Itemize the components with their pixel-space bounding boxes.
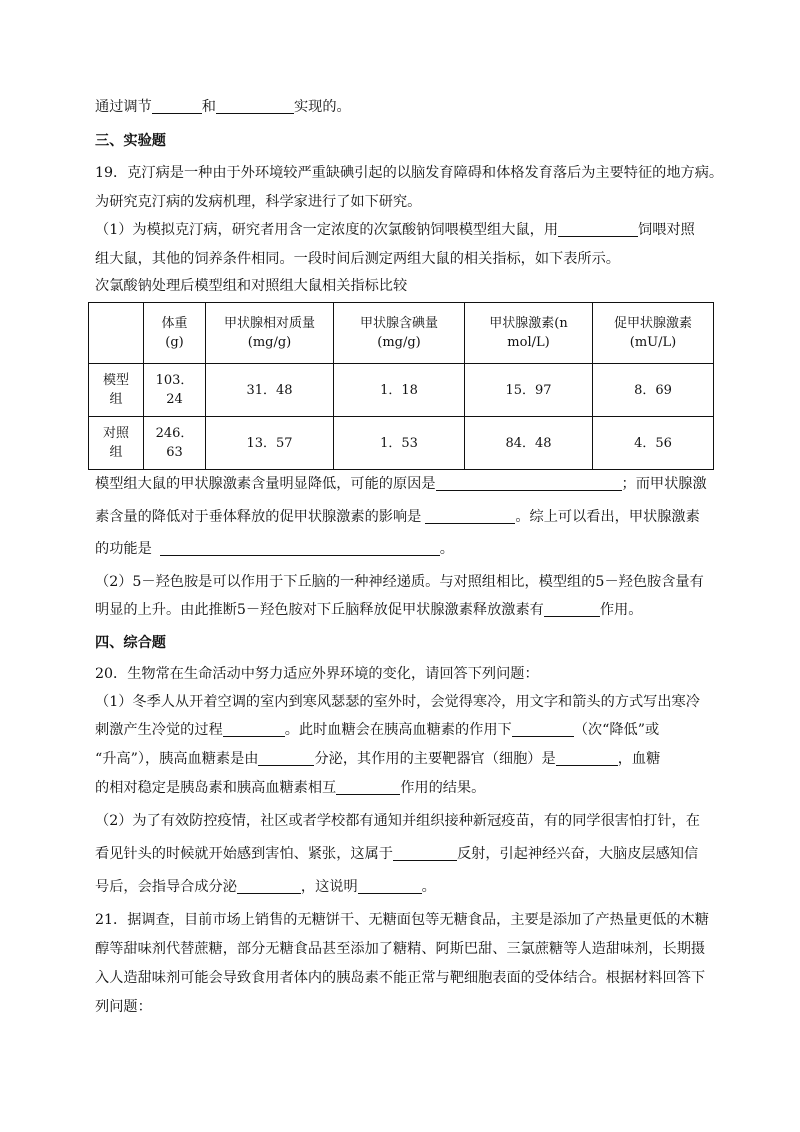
q20-blank-reflex-type[interactable] xyxy=(393,844,457,861)
table-header-cell: 甲状腺含碘量 (mg/g) xyxy=(334,303,465,364)
q19-part2-line-1: （2）5－羟色胺是可以作用于下丘脑的一种神经递质。与对照组相比，模型组的5－羟色胺含量有 xyxy=(95,574,704,590)
table-cell: 246． 63 xyxy=(144,417,206,470)
q20-part2-line-2 xyxy=(95,844,705,864)
q19-part2-text-a: 明显的上升。由此推断5－羟色胺对下丘脑释放促甲状腺激素释放激素有 xyxy=(95,602,544,618)
q19-part1-text-b: 饲喂对照 xyxy=(638,222,695,238)
table-header-cell: 甲状腺激素(n mol/L) xyxy=(465,303,593,364)
table-cell: 4．56 xyxy=(593,417,714,470)
q19-blank-reason[interactable] xyxy=(436,474,622,491)
q18-text-suffix: 实现的。 xyxy=(293,99,351,115)
table-row xyxy=(89,417,714,470)
q20-text-c: （次“降低”或 xyxy=(573,722,660,738)
q20-blank-cold-process[interactable] xyxy=(223,720,285,737)
q20-blank-explanation[interactable] xyxy=(358,877,422,894)
q20-text-h: 作用的结果。 xyxy=(400,780,486,796)
table-row xyxy=(89,364,714,417)
q21-line-3: 入人造甜味剂可能会导致食用者体内的胰岛素不能正常与靶细胞表面的受体结合。根据材料回答下 xyxy=(95,970,706,986)
section-4-title: 四、综合题 xyxy=(95,635,166,651)
q19-after-text-d: 。综上可以看出，甲状腺激素 xyxy=(515,509,700,525)
q19-blank-action[interactable] xyxy=(544,600,600,617)
table-header-cell: 促甲状腺激素 (mU/L) xyxy=(593,303,714,364)
q20-intro: 20．生物常在生命活动中努力适应外界环境的变化，请回答下列问题： xyxy=(95,666,539,682)
q19-part1-line-2: 组大鼠，其他的饲养条件相同。一段时间后测定两组大鼠的相关指标，如下表所示。 xyxy=(95,251,620,267)
q20-blank-glucose-change[interactable] xyxy=(512,720,574,737)
q19-blank-effect[interactable] xyxy=(425,507,515,524)
q20-part2-line-1: （2）为了有效防控疫情，社区或者学校都有通知并组织接种新冠疫苗，有的同学很害怕打针，在 xyxy=(95,813,700,829)
q20-text-a: 刺激产生冷觉的过程 xyxy=(95,722,223,738)
table-cell: 模型 组 xyxy=(89,364,144,417)
table-header-cell xyxy=(89,303,144,364)
table-caption: 次氯酸钠处理后模型组和对照组大鼠相关指标比较 xyxy=(95,278,408,294)
q20-blank-interaction[interactable] xyxy=(336,778,400,795)
q19-intro-line-1: 19．克汀病是一种由于外环境较严重缺碘引起的以脑发育障碍和体格发育落后为主要特征的地方病。 xyxy=(95,165,724,181)
table-header-row xyxy=(89,303,714,364)
q20-text-m: 。 xyxy=(421,879,436,895)
q20-part1-line-4 xyxy=(95,778,705,798)
q19-blank-function[interactable] xyxy=(160,539,440,556)
q18-text-mid: 和 xyxy=(201,99,216,115)
q20-text-l: ，这说明 xyxy=(300,879,358,895)
q20-text-e: 分泌，其作用的主要靶器官（细胞）是 xyxy=(314,751,556,767)
q19-after-text-f: 。 xyxy=(439,541,454,557)
q20-blank-secreting-cell[interactable] xyxy=(258,749,314,766)
table-cell: 84．48 xyxy=(465,417,593,470)
q20-text-b: 。此时血糖会在胰高血糖素的作用下 xyxy=(284,722,512,738)
q19-part1-line-1 xyxy=(95,220,705,240)
q20-text-f: ，血糖 xyxy=(617,751,661,767)
table-cell: 1．18 xyxy=(334,364,465,417)
q19-part2-line-2 xyxy=(95,600,705,620)
q19-after-line-3 xyxy=(95,539,705,559)
section-3-title: 三、实验题 xyxy=(95,133,166,149)
q18-text-prefix: 通过调节 xyxy=(95,99,152,115)
q20-part1-line-2 xyxy=(95,720,705,740)
q20-part2-line-3 xyxy=(95,877,705,897)
q20-blank-target-organ[interactable] xyxy=(556,749,618,766)
q18-blank-2[interactable] xyxy=(216,97,294,114)
q21-line-1: 21．据调查，目前市场上销售的无糖饼干、无糖面包等无糖食品，主要是添加了产热量更低的木糖 xyxy=(95,912,709,928)
q20-part1-line-3 xyxy=(95,749,705,769)
table-cell: 15．97 xyxy=(465,364,593,417)
q18-blank-1[interactable] xyxy=(152,97,202,114)
q19-intro-line-2: 为研究克汀病的发病机理，科学家进行了如下研究。 xyxy=(95,194,422,210)
q19-after-line-2 xyxy=(95,507,705,527)
q20-text-j: 反射，引起神经兴奋，大脑皮层感知信 xyxy=(456,846,699,862)
q19-part2-text-b: 作用。 xyxy=(599,602,643,618)
q20-text-i: 看见针头的时候就开始感到害怕、紧张，这属于 xyxy=(95,846,393,862)
q19-part1-text-a: （1）为模拟克汀病，研究者用含一定浓度的次氯酸钠饲喂模型组大鼠，用 xyxy=(95,222,559,238)
q19-after-text-e: 的功能是 xyxy=(95,541,152,557)
table-cell: 103． 24 xyxy=(144,364,206,417)
results-table xyxy=(88,302,714,470)
q19-blank-control-feed[interactable] xyxy=(558,220,638,237)
table-header-cell: 体重 (g) xyxy=(144,303,206,364)
table-cell: 13．57 xyxy=(206,417,334,470)
q20-text-d: “升高”），胰高血糖素是由 xyxy=(95,751,259,767)
table-cell: 对照 组 xyxy=(89,417,144,470)
q20-text-k: 号后，会指导合成分泌 xyxy=(95,879,237,895)
table-header-cell: 甲状腺相对质量 (mg/g) xyxy=(206,303,334,364)
q19-after-text-b: ；而甲状腺激 xyxy=(621,476,707,492)
q18-tail xyxy=(95,97,705,117)
table-cell: 1．53 xyxy=(334,417,465,470)
q20-blank-hormone[interactable] xyxy=(237,877,301,894)
q21-line-4: 列问题： xyxy=(95,999,152,1015)
q20-part1-line-1: （1）冬季人从开着空调的室内到寒风瑟瑟的室外时，会觉得寒冷，用文字和箭头的方式写出寒冷 xyxy=(95,694,700,710)
table-cell: 8．69 xyxy=(593,364,714,417)
q19-after-text-a: 模型组大鼠的甲状腺激素含量明显降低，可能的原因是 xyxy=(95,476,436,492)
q19-after-text-c: 素含量的降低对于垂体释放的促甲状腺激素的影响是 xyxy=(95,509,422,525)
q19-after-line-1 xyxy=(95,474,705,494)
q21-line-2: 醇等甜味剂代替蔗糖，部分无糖食品甚至添加了糖精、阿斯巴甜、三氯蔗糖等人造甜味剂，长期摄 xyxy=(95,941,706,957)
q20-text-g: 的相对稳定是胰岛素和胰高血糖素相互 xyxy=(95,780,337,796)
table-cell: 31．48 xyxy=(206,364,334,417)
